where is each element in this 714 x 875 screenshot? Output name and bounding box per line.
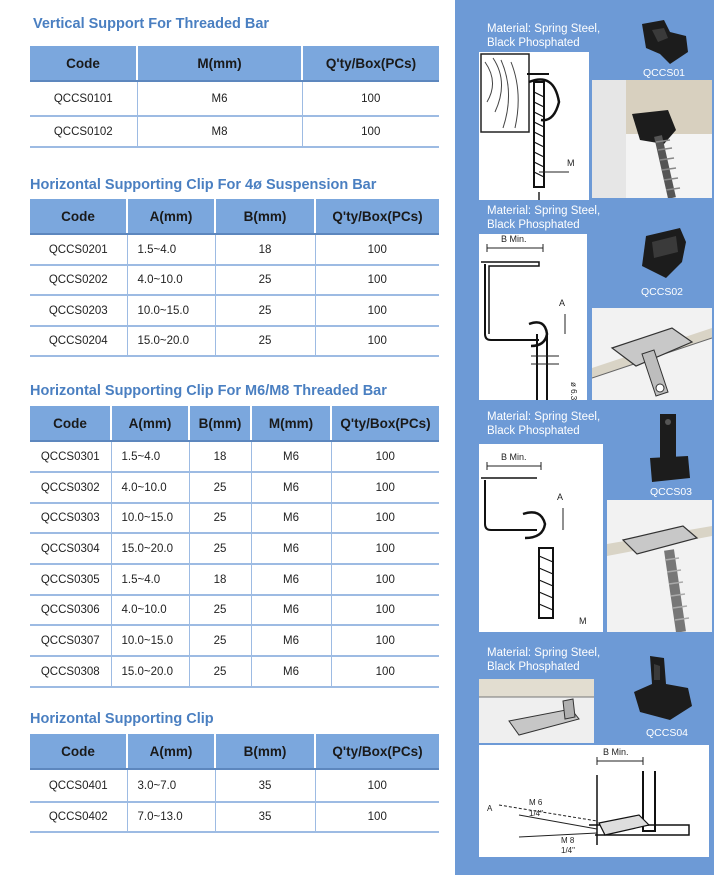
cell-a: 10.0~15.0	[111, 503, 189, 533]
cell-a: 10.0~15.0	[111, 625, 189, 656]
section-title-4mm-suspension-clip: Horizontal Supporting Clip For 4ø Suspension Bar	[30, 177, 377, 193]
cell-qty: 100	[331, 625, 439, 656]
table-supporting-clip	[30, 734, 439, 833]
cell-qty: 100	[331, 595, 439, 625]
column-header: Q'ty/Box(PCs)	[315, 734, 439, 769]
cell-m: M6	[137, 81, 302, 116]
table-row	[30, 265, 439, 295]
cell-code: QCCS0101	[30, 81, 137, 116]
table-m6-m8-clip	[30, 406, 439, 688]
drawing-qccs04	[479, 745, 709, 857]
column-header: M(mm)	[251, 406, 331, 441]
photo-qccs01-installed	[592, 80, 712, 198]
cell-qty: 100	[315, 326, 439, 356]
cell-b: 25	[189, 595, 251, 625]
cell-m: M6	[251, 564, 331, 595]
material-line: Material: Spring Steel,	[487, 205, 601, 217]
cell-qty: 100	[331, 564, 439, 595]
cell-code: QCCS0201	[30, 234, 127, 265]
table-row	[30, 769, 439, 802]
cell-a: 1.5~4.0	[111, 441, 189, 472]
cell-m: M6	[251, 472, 331, 503]
product-code-qccs04: QCCS04	[646, 727, 689, 739]
table-row	[30, 564, 439, 595]
product-code-qccs01: QCCS01	[643, 67, 686, 79]
table-row	[30, 295, 439, 326]
table-row	[30, 234, 439, 265]
clip-qccs03-photo	[648, 412, 692, 484]
cell-b: 25	[189, 656, 251, 687]
cell-a: 10.0~15.0	[127, 295, 215, 326]
column-header: B(mm)	[215, 734, 315, 769]
cell-a: 15.0~20.0	[111, 656, 189, 687]
material-line: Black Phosphated	[487, 37, 580, 49]
cell-code: QCCS0401	[30, 769, 127, 802]
cell-qty: 100	[331, 533, 439, 564]
cell-qty: 100	[315, 265, 439, 295]
material-line: Material: Spring Steel,	[487, 23, 601, 35]
cell-qty: 100	[315, 769, 439, 802]
table-vertical-support	[30, 46, 439, 148]
cell-b: 18	[215, 234, 315, 265]
cell-a: 15.0~20.0	[111, 533, 189, 564]
material-note-qccs02	[487, 204, 600, 232]
cell-code: QCCS0304	[30, 533, 111, 564]
dim-label: M	[567, 158, 575, 168]
cell-qty: 100	[302, 116, 439, 147]
cell-qty: 100	[302, 81, 439, 116]
cell-code: QCCS0204	[30, 326, 127, 356]
material-note-qccs04	[487, 646, 600, 674]
cell-m: M6	[251, 656, 331, 687]
cell-m: M6	[251, 503, 331, 533]
material-line: Black Phosphated	[487, 219, 580, 231]
cell-b: 18	[189, 564, 251, 595]
column-header: Code	[30, 734, 127, 769]
column-header: B(mm)	[189, 406, 251, 441]
cell-code: QCCS0202	[30, 265, 127, 295]
material-line: Black Phosphated	[487, 425, 580, 437]
dim-label: B Min.	[501, 452, 527, 462]
material-note-qccs03	[487, 410, 600, 438]
table-row	[30, 472, 439, 503]
dim-label: M	[579, 616, 587, 626]
cell-b: 35	[215, 802, 315, 832]
clip-qccs04-photo	[630, 654, 696, 724]
dim-label: ø 6.3	[569, 382, 578, 400]
column-header: A(mm)	[111, 406, 189, 441]
cell-qty: 100	[315, 295, 439, 326]
cell-code: QCCS0306	[30, 595, 111, 625]
cell-code: QCCS0102	[30, 116, 137, 147]
cell-b: 25	[215, 295, 315, 326]
drawing-qccs02	[479, 234, 587, 400]
dim-label: 1/4"	[529, 809, 543, 818]
section-title-m6-m8-clip: Horizontal Supporting Clip For M6/M8 Threaded Bar	[30, 383, 387, 399]
table-row	[30, 503, 439, 533]
section-title-supporting-clip: Horizontal Supporting Clip	[30, 711, 214, 727]
cell-a: 15.0~20.0	[127, 326, 215, 356]
table-4mm-suspension-clip	[30, 199, 439, 357]
section-title-vertical-support: Vertical Support For Threaded Bar	[33, 16, 270, 32]
column-header: M(mm)	[137, 46, 302, 81]
drawing-qccs03	[479, 444, 603, 632]
product-code-qccs02: QCCS02	[641, 286, 684, 298]
cell-a: 3.0~7.0	[127, 769, 215, 802]
material-line: Material: Spring Steel,	[487, 411, 601, 423]
dim-label: B Min.	[603, 747, 629, 757]
table-row	[30, 625, 439, 656]
cell-qty: 100	[315, 234, 439, 265]
material-line: Black Phosphated	[487, 661, 580, 673]
table-row	[30, 595, 439, 625]
table-row	[30, 656, 439, 687]
photo-qccs02-installed	[592, 308, 712, 400]
cell-code: QCCS0402	[30, 802, 127, 832]
cell-b: 25	[189, 533, 251, 564]
cell-code: QCCS0305	[30, 564, 111, 595]
cell-m: M6	[251, 595, 331, 625]
material-note-qccs01	[487, 22, 600, 50]
cell-code: QCCS0302	[30, 472, 111, 503]
column-header: Code	[30, 199, 127, 234]
cell-qty: 100	[315, 802, 439, 832]
table-row	[30, 81, 439, 116]
product-code-qccs03: QCCS03	[650, 486, 693, 498]
cell-code: QCCS0301	[30, 441, 111, 472]
dim-label: M 8	[561, 836, 575, 845]
dim-label: 1/4"	[561, 846, 575, 855]
cell-b: 25	[189, 625, 251, 656]
cell-a: 1.5~4.0	[111, 564, 189, 595]
cell-qty: 100	[331, 472, 439, 503]
clip-qccs01-photo	[634, 18, 694, 66]
column-header: Code	[30, 406, 111, 441]
table-row	[30, 116, 439, 147]
cell-qty: 100	[331, 503, 439, 533]
cell-code: QCCS0308	[30, 656, 111, 687]
cell-a: 7.0~13.0	[127, 802, 215, 832]
material-line: Material: Spring Steel,	[487, 647, 601, 659]
drawing-qccs01	[479, 52, 589, 200]
dim-label: A	[559, 298, 566, 308]
table-row	[30, 533, 439, 564]
cell-m: M8	[137, 116, 302, 147]
cell-b: 25	[189, 503, 251, 533]
column-header: Code	[30, 46, 137, 81]
photo-qccs04-installed	[479, 679, 594, 743]
column-header: B(mm)	[215, 199, 315, 234]
column-header: Q'ty/Box(PCs)	[302, 46, 439, 81]
cell-b: 18	[189, 441, 251, 472]
cell-b: 25	[189, 472, 251, 503]
cell-b: 35	[215, 769, 315, 802]
table-row	[30, 802, 439, 832]
cell-code: QCCS0303	[30, 503, 111, 533]
cell-code: QCCS0307	[30, 625, 111, 656]
cell-b: 25	[215, 265, 315, 295]
cell-code: QCCS0203	[30, 295, 127, 326]
column-header: Q'ty/Box(PCs)	[315, 199, 439, 234]
cell-a: 4.0~10.0	[111, 472, 189, 503]
table-row	[30, 326, 439, 356]
cell-m: M6	[251, 533, 331, 564]
cell-qty: 100	[331, 441, 439, 472]
clip-qccs02-photo	[636, 222, 694, 282]
column-header: A(mm)	[127, 199, 215, 234]
dim-label: M 6	[529, 798, 543, 807]
cell-b: 25	[215, 326, 315, 356]
table-row	[30, 441, 439, 472]
cell-a: 4.0~10.0	[111, 595, 189, 625]
cell-a: 1.5~4.0	[127, 234, 215, 265]
cell-m: M6	[251, 441, 331, 472]
cell-m: M6	[251, 625, 331, 656]
cell-a: 4.0~10.0	[127, 265, 215, 295]
column-header: Q'ty/Box(PCs)	[331, 406, 439, 441]
photo-qccs03-installed	[607, 500, 712, 632]
cell-qty: 100	[331, 656, 439, 687]
dim-label: A	[487, 804, 493, 813]
dim-label: B Min.	[501, 234, 527, 244]
column-header: A(mm)	[127, 734, 215, 769]
dim-label: A	[557, 492, 564, 502]
